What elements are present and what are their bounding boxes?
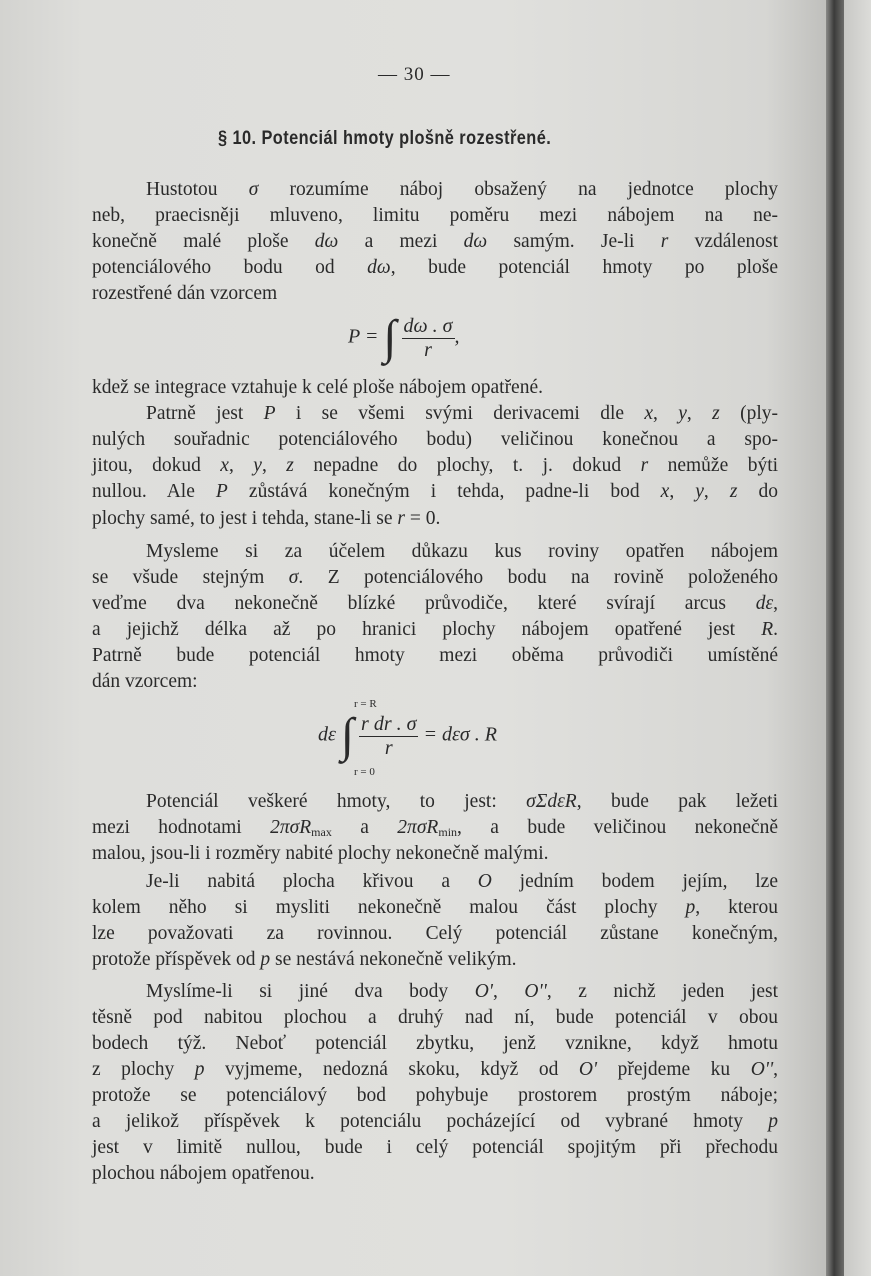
text-run: plochou nábojem opatřenou. bbox=[92, 1163, 315, 1184]
math-symbol: O'' bbox=[750, 1059, 774, 1080]
math-symbol: O' bbox=[578, 1059, 598, 1080]
text-line bbox=[146, 790, 778, 814]
math-symbol: dω bbox=[463, 231, 488, 252]
text-run: , bbox=[492, 981, 525, 1002]
math-symbol: z bbox=[286, 455, 294, 476]
text-line bbox=[92, 1084, 778, 1108]
lower-limit: r = 0 bbox=[354, 766, 375, 778]
numerator: dω . σ bbox=[403, 314, 453, 337]
math-symbol: r bbox=[660, 231, 669, 252]
denominator: r bbox=[424, 338, 432, 361]
math-symbol: y bbox=[678, 403, 687, 424]
text-run: dán vzorcem: bbox=[92, 671, 198, 692]
text-run: plochy samé, to jest i tehda, stane-li se bbox=[92, 508, 398, 529]
math-symbol: z bbox=[712, 403, 720, 424]
text-line bbox=[92, 670, 778, 694]
text-run: , kterou bbox=[695, 897, 778, 918]
math-symbol: σ bbox=[288, 567, 299, 588]
text-run: nemůže býti bbox=[648, 455, 779, 476]
text-run: , a bude veličinou nekonečně bbox=[457, 817, 778, 838]
text-run: mezi hodnotami bbox=[92, 817, 271, 838]
math-symbol: P bbox=[215, 481, 228, 502]
text-line bbox=[92, 480, 778, 504]
math-symbol: x bbox=[644, 403, 654, 424]
fraction bbox=[402, 315, 455, 362]
text-line bbox=[146, 178, 778, 202]
text-run: Patrně jest bbox=[146, 403, 264, 424]
math-symbol: O' bbox=[474, 981, 493, 1002]
math-symbol: p bbox=[194, 1059, 205, 1080]
text-line bbox=[92, 1162, 778, 1186]
text-line bbox=[92, 428, 778, 452]
math-symbol: y bbox=[253, 455, 262, 476]
text-run: lze považovati za rovinnou. Celý potenciál zůstane konečným, bbox=[92, 923, 778, 944]
text-run: , bbox=[703, 481, 730, 502]
denominator: r bbox=[384, 736, 393, 759]
math-symbol: O bbox=[477, 871, 492, 892]
text-run: nullou. Ale bbox=[92, 481, 216, 502]
math-symbol: P bbox=[263, 403, 276, 424]
math-symbol: 2πσR bbox=[270, 817, 312, 838]
next-page-edge bbox=[844, 0, 871, 1276]
math-symbol: dε bbox=[755, 593, 774, 614]
text-line bbox=[92, 507, 778, 531]
text-run: , bbox=[686, 403, 713, 424]
text-run: , bude pak ležeti bbox=[576, 791, 778, 812]
text-line bbox=[146, 402, 778, 426]
text-run: . Z potenciálového bodu na rovině položeného bbox=[298, 567, 779, 588]
text-run: vyjmeme, nedozná skoku, když od bbox=[204, 1059, 579, 1080]
text-run: Je-li nabitá plocha křivou a bbox=[146, 871, 478, 892]
text-line bbox=[92, 454, 778, 478]
text-run: protože příspěvek od bbox=[92, 949, 261, 970]
formula-tail: , bbox=[454, 325, 460, 348]
text-run: se všude stejným bbox=[92, 567, 289, 588]
text-run: , bbox=[773, 1059, 778, 1080]
text-run: z plochy bbox=[92, 1059, 195, 1080]
text-line bbox=[92, 230, 778, 254]
text-run: do bbox=[737, 481, 779, 502]
text-run: malou, jsou-li i rozměry nabité plochy nekonečně malými. bbox=[92, 843, 549, 864]
text-line bbox=[92, 1032, 778, 1056]
text-run: zůstává konečným i tehda, padne-li bod bbox=[227, 481, 661, 502]
text-run: Myslíme-li si jiné dva body bbox=[146, 981, 475, 1002]
text-run: Hustotou bbox=[146, 179, 249, 200]
text-run: konečně malé ploše bbox=[92, 231, 315, 252]
text-run: , bbox=[228, 455, 254, 476]
text-run: se nestává nekonečně velikým. bbox=[270, 949, 517, 970]
math-symbol: p bbox=[685, 897, 696, 918]
text-run: potenciálového bodu od bbox=[92, 257, 368, 278]
text-line bbox=[92, 816, 778, 844]
math-symbol: σ bbox=[248, 179, 259, 200]
formula-potential bbox=[348, 311, 460, 364]
math-symbol: y bbox=[695, 481, 704, 502]
math-symbol: σΣdεR bbox=[526, 791, 577, 812]
formula-rhs: = dεσ . R bbox=[423, 723, 497, 746]
text-run: , bude potenciál hmoty po ploše bbox=[390, 257, 779, 278]
integral-sign: ∫ bbox=[383, 311, 397, 364]
text-run: kolem něho si mysliti nekonečně malou část plochy bbox=[92, 897, 686, 918]
page-number: — 30 — bbox=[378, 64, 451, 85]
formula-prefix: dε bbox=[318, 723, 336, 746]
numerator: r dr . σ bbox=[361, 712, 417, 735]
math-symbol: x bbox=[220, 455, 229, 476]
text-line bbox=[92, 644, 778, 668]
math-symbol: O'' bbox=[524, 981, 547, 1002]
text-run: rozestřené dán vzorcem bbox=[92, 283, 278, 304]
text-run: veďme dva nekonečně blízké průvodiče, které svírají arcus bbox=[92, 593, 756, 614]
text-run: rozumíme náboj obsažený na jednotce plochy bbox=[258, 179, 778, 200]
text-run: jest v limitě nullou, bude i celý potenciál spojitým při přechodu bbox=[92, 1137, 778, 1158]
text-run: , bbox=[669, 481, 696, 502]
math-subscript: min bbox=[438, 825, 458, 839]
text-run: a jelikož příspěvek k potenciálu pocházející od vybrané hmoty bbox=[92, 1111, 769, 1132]
text-run: přejdeme ku bbox=[597, 1059, 751, 1080]
text-line bbox=[92, 204, 778, 228]
text-line bbox=[92, 282, 778, 306]
math-symbol: R bbox=[761, 619, 774, 640]
formula-lhs: P = bbox=[348, 325, 379, 348]
text-run: nulých souřadnic potenciálového bodu) veličinou konečnou a spo- bbox=[92, 429, 778, 450]
text-run: těsně pod nabitou plochou a druhý nad ní, bude potenciál v obou bbox=[92, 1007, 778, 1028]
math-symbol: dω bbox=[367, 257, 391, 278]
text-run: i se všemi svými derivacemi dle bbox=[275, 403, 645, 424]
text-run: vzdálenost bbox=[668, 231, 778, 252]
math-symbol: dω bbox=[314, 231, 339, 252]
text-line bbox=[92, 922, 778, 946]
math-symbol: x bbox=[660, 481, 670, 502]
text-run: Mysleme si za účelem důkazu kus roviny opatřen nábojem bbox=[146, 541, 778, 562]
text-run: nepadne do plochy, t. j. dokud bbox=[293, 455, 641, 476]
text-run: , z nichž jeden jest bbox=[546, 981, 778, 1002]
text-line bbox=[92, 896, 778, 920]
math-symbol: z bbox=[729, 481, 738, 502]
integral-sign: ∫ bbox=[340, 709, 355, 762]
text-line bbox=[92, 592, 778, 616]
text-line bbox=[92, 618, 778, 642]
text-run: a bbox=[331, 817, 398, 838]
text-run: Potenciál veškeré hmoty, to jest: bbox=[146, 791, 527, 812]
text-line bbox=[146, 980, 778, 1004]
math-symbol: r bbox=[397, 508, 406, 529]
text-run: . bbox=[773, 619, 778, 640]
text-run: Patrně bude potenciál hmoty mezi oběma průvodiči umístěné bbox=[92, 645, 778, 666]
text-line bbox=[146, 870, 778, 894]
text-run: neb, praecisněji mluveno, limitu poměru mezi nábojem na ne- bbox=[92, 205, 778, 226]
section-heading: § 10. Potenciál hmoty plošně rozestřené. bbox=[218, 128, 552, 149]
text-run: jedním bodem jejím, lze bbox=[491, 871, 778, 892]
text-line bbox=[92, 948, 778, 972]
text-run: a mezi bbox=[338, 231, 464, 252]
text-run: , bbox=[261, 455, 287, 476]
math-symbol: r bbox=[640, 455, 649, 476]
text-line bbox=[92, 1006, 778, 1030]
page-binding-edge bbox=[826, 0, 844, 1276]
text-run: kdež se integrace vztahuje k celé ploše nábojem opatřené. bbox=[92, 377, 543, 398]
text-line bbox=[92, 376, 778, 400]
text-run: protože se potenciálový bod pohybuje prostorem prostým náboje; bbox=[92, 1085, 778, 1106]
text-run: = 0. bbox=[405, 508, 441, 529]
text-run: , bbox=[773, 593, 778, 614]
text-line bbox=[92, 566, 778, 590]
text-line bbox=[92, 256, 778, 280]
text-line bbox=[146, 540, 778, 564]
text-line bbox=[92, 1110, 778, 1134]
text-run: jitou, dokud bbox=[92, 455, 221, 476]
fraction bbox=[359, 713, 418, 760]
math-symbol: p bbox=[260, 949, 271, 970]
formula-strip-potential bbox=[318, 698, 578, 778]
text-run: a jejichž délka až po hranici plochy nábojem opatřené jest bbox=[92, 619, 762, 640]
text-line bbox=[92, 842, 778, 866]
math-symbol: p bbox=[768, 1111, 778, 1132]
math-symbol: 2πσR bbox=[397, 817, 439, 838]
text-run: bodech týž. Neboť potenciál zbytku, jenž vznikne, když hmotu bbox=[92, 1033, 778, 1054]
text-line bbox=[92, 1136, 778, 1160]
upper-limit: r = R bbox=[354, 698, 377, 710]
text-line bbox=[92, 1058, 778, 1082]
math-subscript: max bbox=[311, 825, 332, 839]
text-run: (ply- bbox=[719, 403, 779, 424]
text-run: , bbox=[653, 403, 679, 424]
text-run: samým. Je-li bbox=[487, 231, 661, 252]
